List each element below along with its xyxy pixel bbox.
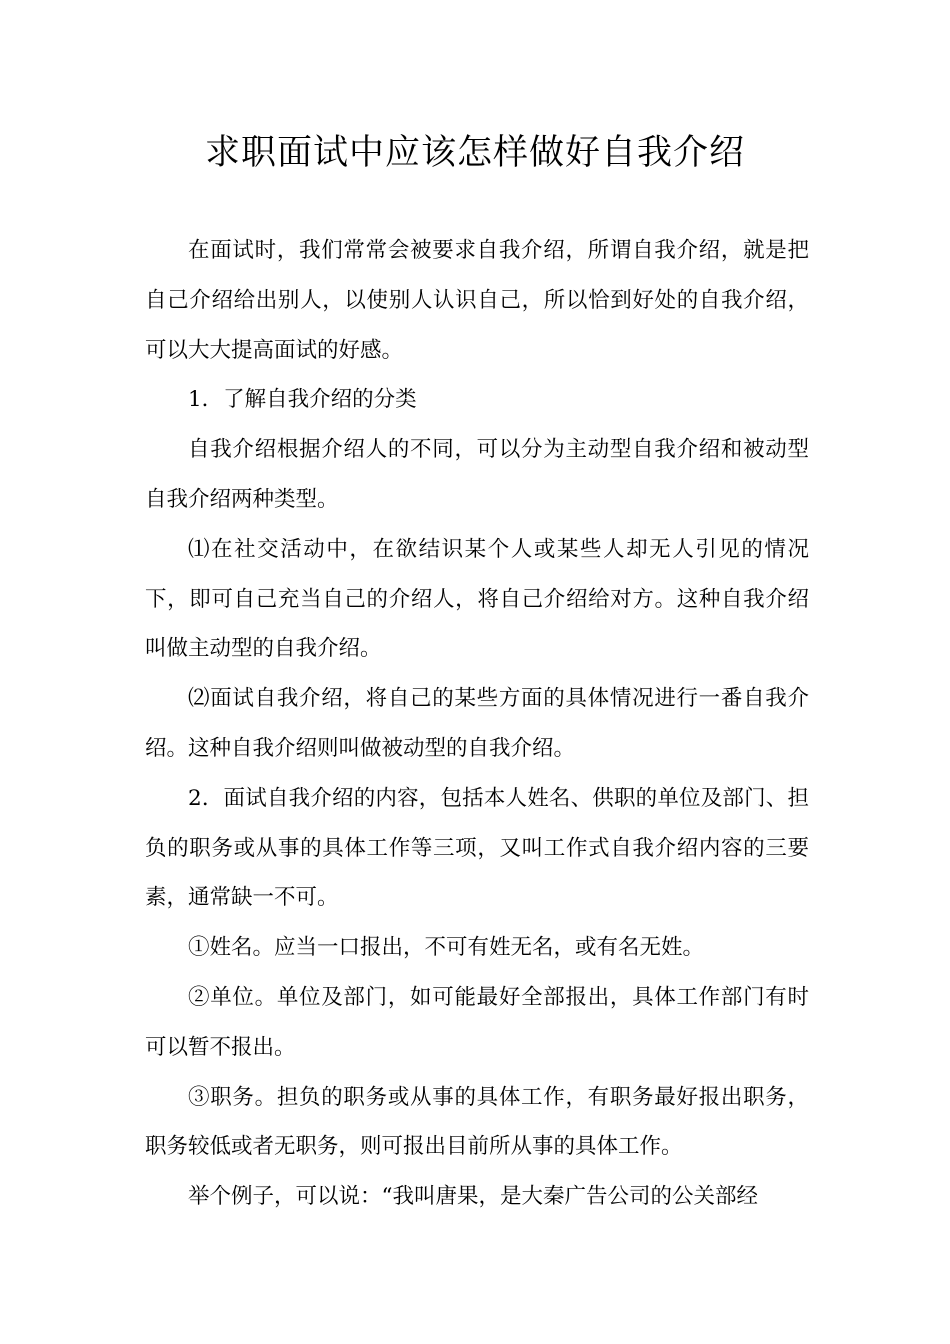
paragraph-heading-1: 1．了解自我介绍的分类: [188, 387, 417, 413]
document-title: 求职面试中应该怎样做好自我介绍: [204, 133, 745, 173]
paragraph-passive-type: ⑵面试自我介绍，将自己的某些方面的具体情况进行一番自我介绍。这种自我介绍则叫做被动型的自我介绍。: [145, 686, 809, 761]
paragraph-active-type: ⑴在社交活动中，在欲结识某个人或某些人却无人引见的情况下，即可自己充当自己的介绍人，将自己介绍给对方。这种自我介绍叫做主动型的自我介绍。: [145, 536, 809, 662]
paragraph-unit-item: ②单位。单位及部门，如可能最好全部报出，具体工作部门有时可以暂不报出。: [145, 984, 809, 1060]
paragraph-classification: 自我介绍根据介绍人的不同，可以分为主动型自我介绍和被动型自我介绍两种类型。: [145, 437, 809, 512]
paragraph-example: 举个例子，可以说：“我叫唐果，是大秦广告公司的公关部经: [188, 1184, 758, 1210]
paragraph-heading-2: 2．面试自我介绍的内容，包括本人姓名、供职的单位及部门、担负的职务或从事的具体工作等三项，又叫工作式自我介绍内容的三要素，通常缺一不可。: [145, 785, 809, 911]
paragraph-name-item: ①姓名。应当一口报出，不可有姓无名，或有名无姓。: [188, 935, 705, 961]
paragraph-position-item: ③职务。担负的职务或从事的具体工作，有职务最好报出职务，职务较低或者无职务，则可报出目前所从事的具体工作。: [145, 1084, 809, 1160]
document-body: [145, 226, 809, 1222]
paragraph-intro: 在面试时，我们常常会被要求自我介绍，所谓自我介绍，就是把自己介绍给出别人，以使别人认识自己，所以恰到好处的自我介绍，可以大大提高面试的好感。: [145, 238, 809, 363]
